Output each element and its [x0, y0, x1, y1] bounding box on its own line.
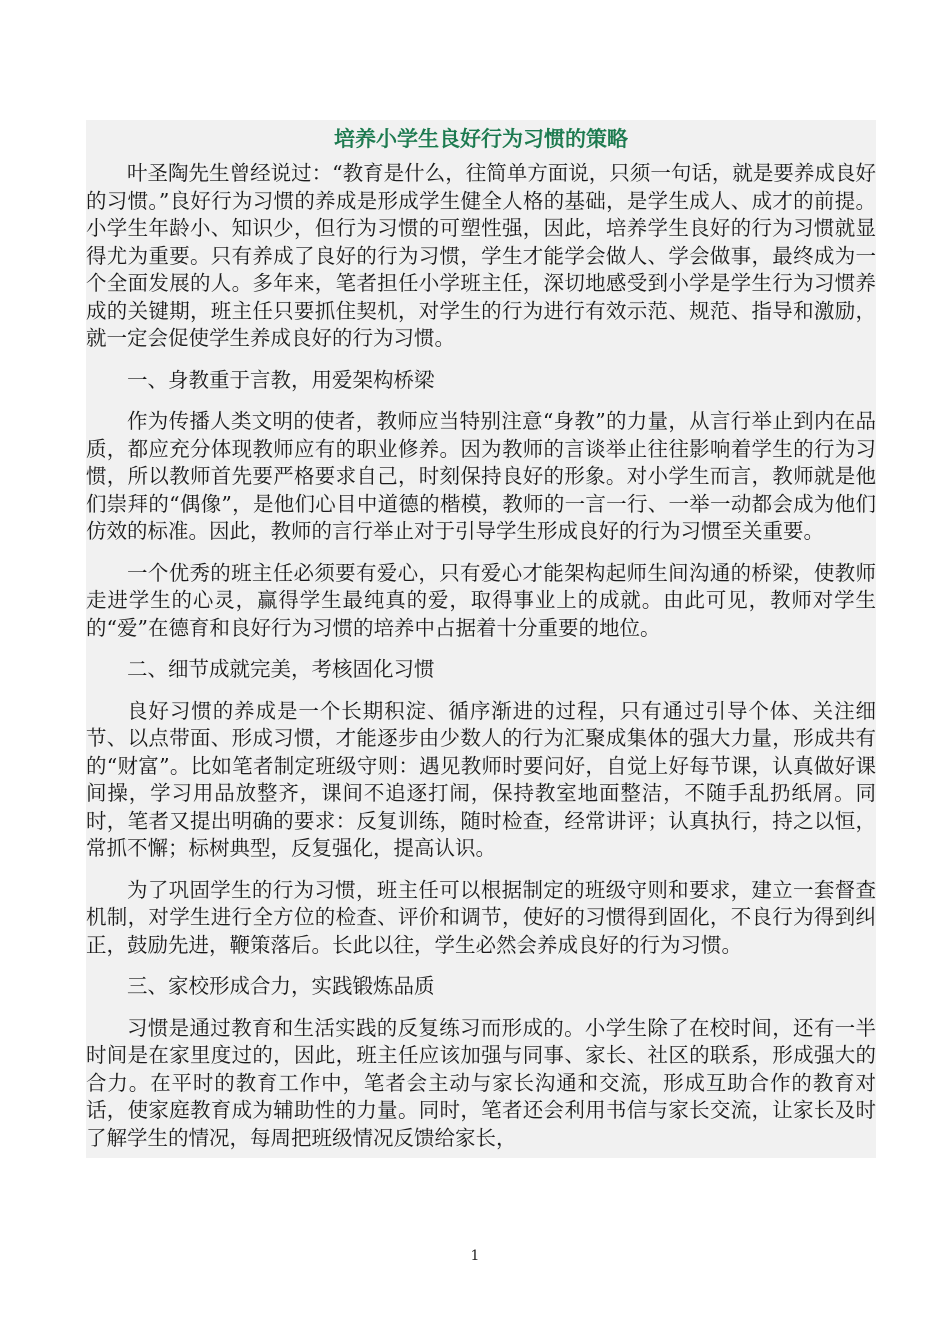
document-body	[86, 120, 876, 1158]
paragraph-section3-a: 习惯是通过教育和生活实践的反复练习而形成的。小学生除了在校时间，还有一半时间是在家里度过的，因此，班主任应该加强与同事、家长、社区的联系，形成强大的合力。在平时的教育工作中，笔者会主动与家长沟通和交流，形成互助合作的教育对话，使家庭教育成为辅助性的力量。同时，笔者还会利用书信与家长交流，让家长及时了解学生的情况，每周把班级情况反馈给家长，	[86, 1015, 876, 1150]
document-title: 培养小学生良好行为习惯的策略	[334, 126, 628, 151]
paragraph-section1-a: 作为传播人类文明的使者，教师应当特别注意“身教”的力量，从言行举止到内在品质，都应充分体现教师应有的职业修养。因为教师的言谈举止往往影响着学生的行为习惯，所以教师首先要严格要求自己，时刻保持良好的形象。对小学生而言，教师就是他们崇拜的“偶像”，是他们心目中道德的楷模，教师的一言一行、一举一动都会成为他们仿效的标准。因此，教师的言行举止对于引导学生形成良好的行为习惯至关重要。	[86, 409, 876, 543]
paragraph-section2-b: 为了巩固学生的行为习惯，班主任可以根据制定的班级守则和要求，建立一套督查机制，对学生进行全方位的检查、评价和调节，使好的习惯得到固化，不良行为得到纠正，鼓励先进，鞭策落后。长此以往，学生必然会养成良好的行为习惯。	[86, 877, 876, 957]
paragraph-intro: 叶圣陶先生曾经说过：“教育是什么，往简单方面说，只须一句话，就是要养成良好的习惯。”良好行为习惯的养成是形成学生健全人格的基础，是学生成人、成才的前提。小学生年龄小、知识少，但行为习惯的可塑性强，因此，培养学生良好的行为习惯就显得尤为重要。只有养成了良好的行为习惯，学生才能学会做人、学会做事，最终成为一个全面发展的人。多年来，笔者担任小学班主任，深切地感受到小学是学生行为习惯养成的关键期，班主任只要抓住契机，对学生的行为进行有效示范、规范、指导和激励，就一定会促使学生养成良好的行为习惯。	[86, 161, 876, 350]
section-heading-2: 二、细节成就完美，考核固化习惯	[127, 657, 435, 681]
section-heading-1: 一、身教重于言教，用爱架构桥梁	[127, 367, 435, 392]
section-heading-3: 三、家校形成合力，实践锻炼品质	[127, 974, 435, 998]
paragraph-section1-b: 一个优秀的班主任必须要有爱心，只有爱心才能架构起师生间沟通的桥梁，使教师走进学生的心灵，赢得学生最纯真的爱，取得事业上的成就。由此可见，教师对学生的“爱”在德育和良好行为习惯的培养中占据着十分重要的地位。	[86, 560, 876, 640]
paragraph-section2-a: 良好习惯的养成是一个长期积淀、循序渐进的过程，只有通过引导个体、关注细节、以点带面、形成习惯，才能逐步由少数人的行为汇聚成集体的强大力量，形成共有的“财富”。比如笔者制定班级守则：遇见教师时要问好，自觉上好每节课，认真做好课间操，学习用品放整齐，课间不追逐打闹，保持教室地面整洁，不随手乱扔纸屑。同时，笔者又提出明确的要求：反复训练，随时检查，经常讲评；认真执行，持之以恒，常抓不懈；标树典型，反复强化，提高认识。	[86, 698, 876, 860]
page-number: 1	[470, 1248, 480, 1264]
